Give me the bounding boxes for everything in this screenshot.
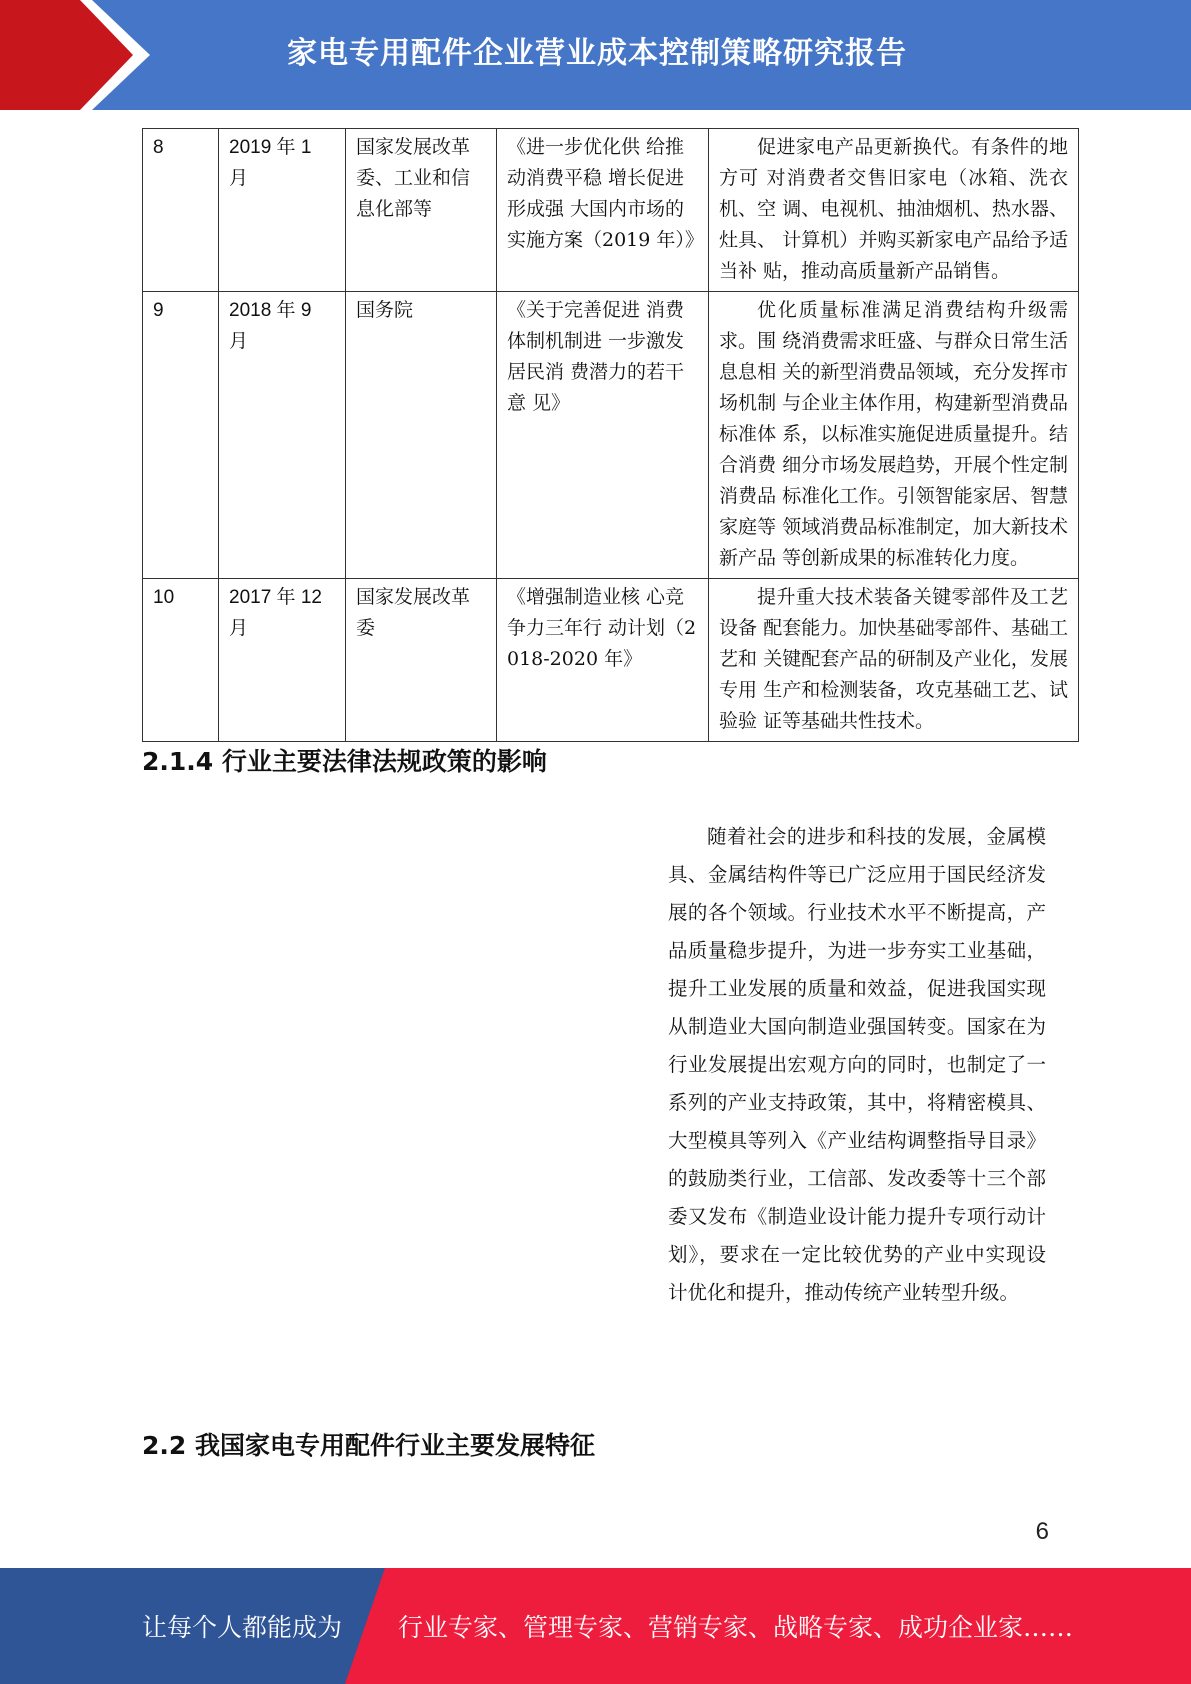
page-number: 6 xyxy=(1035,1518,1049,1545)
footer-slogan-right: 行业专家、管理专家、营销专家、战略专家、成功企业家…… xyxy=(398,1613,1074,1642)
row-content: 优化质量标准满足消费结构升级需求。围 绕消费需求旺盛、与群众日常生活息息相 关的新型消费品领域，充分发挥市场机制 与企业主体作用，构建新型消费品标准体 系，以标准实施促进质量提升。结合消费 细分市场发展趋势，开展个性定制消费品 标准化工作。引领智能家居、智慧家庭等 领域消费品标准制定，加大新技术新产品 等创新成果的标准转化力度。 xyxy=(709,292,1079,579)
page-header xyxy=(0,0,1191,110)
row-issuer: 国务院 xyxy=(346,292,497,579)
row-date: 2019 年 1 月 xyxy=(219,129,346,292)
row-issuer: 国家发展改革委 xyxy=(346,579,497,742)
row-document: 《进一步优化供 给推动消费平稳 增长促进形成强 大国内市场的实施方案（2019 年）》 xyxy=(497,129,709,292)
footer-slogan-left: 让每个人都能成为 xyxy=(142,1613,343,1642)
row-date: 2017 年 12 月 xyxy=(219,579,346,742)
policy-table xyxy=(142,128,1079,742)
table-row xyxy=(143,292,1079,579)
row-number: 9 xyxy=(143,292,219,579)
report-title: 家电专用配件企业营业成本控制策略研究报告 xyxy=(287,36,907,71)
row-content: 促进家电产品更新换代。有条件的地方可 对消费者交售旧家电（冰箱、洗衣机、空 调、电视机、抽油烟机、热水器、灶具、 计算机）并购买新家电产品给予适当补 贴，推动高质量新产品销售。 xyxy=(709,129,1079,292)
section-heading-2-1-4: 2.1.4 行业主要法律法规政策的影响 xyxy=(142,747,547,776)
section-paragraph: 随着社会的进步和科技的发展，金属模具、金属结构件等已广泛应用于国民经济发展的各个领域。行业技术水平不断提高，产品质量稳步提升，为进一步夯实工业基础，提升工业发展的质量和效益，促进我国实现从制造业大国向制造业强国转变。国家在为行业发展提出宏观方向的同时，也制定了一系列的产业支持政策，其中，将精密模具、大型模具等列入《产业结构调整指导目录》的鼓励类行业，工信部、发改委等十三个部委又发布《制造业设计能力提升专项行动计划》，要求在一定比较优势的产业中实现设计优化和提升，推动传统产业转型升级。 xyxy=(668,825,1046,1304)
row-issuer: 国家发展改革委、工业和信息化部等 xyxy=(346,129,497,292)
section-heading-2-2: 2.2 我国家电专用配件行业主要发展特征 xyxy=(142,1431,595,1460)
table-row xyxy=(143,579,1079,742)
row-document: 《关于完善促进 消费体制机制进 一步激发居民消 费潜力的若干意 见》 xyxy=(497,292,709,579)
row-number: 10 xyxy=(143,579,219,742)
table-row xyxy=(143,129,1079,292)
header-arrow-decoration xyxy=(0,0,150,110)
page-footer xyxy=(0,1568,1191,1684)
row-document: 《增强制造业核 心竞争力三年行 动计划（2018-2020 年》 xyxy=(497,579,709,742)
row-date: 2018 年 9 月 xyxy=(219,292,346,579)
row-content: 提升重大技术装备关键零部件及工艺设备 配套能力。加快基础零部件、基础工艺和 关键配套产品的研制及产业化，发展专用 生产和检测装备，攻克基础工艺、试验验 证等基础共性技术。 xyxy=(709,579,1079,742)
row-number: 8 xyxy=(143,129,219,292)
